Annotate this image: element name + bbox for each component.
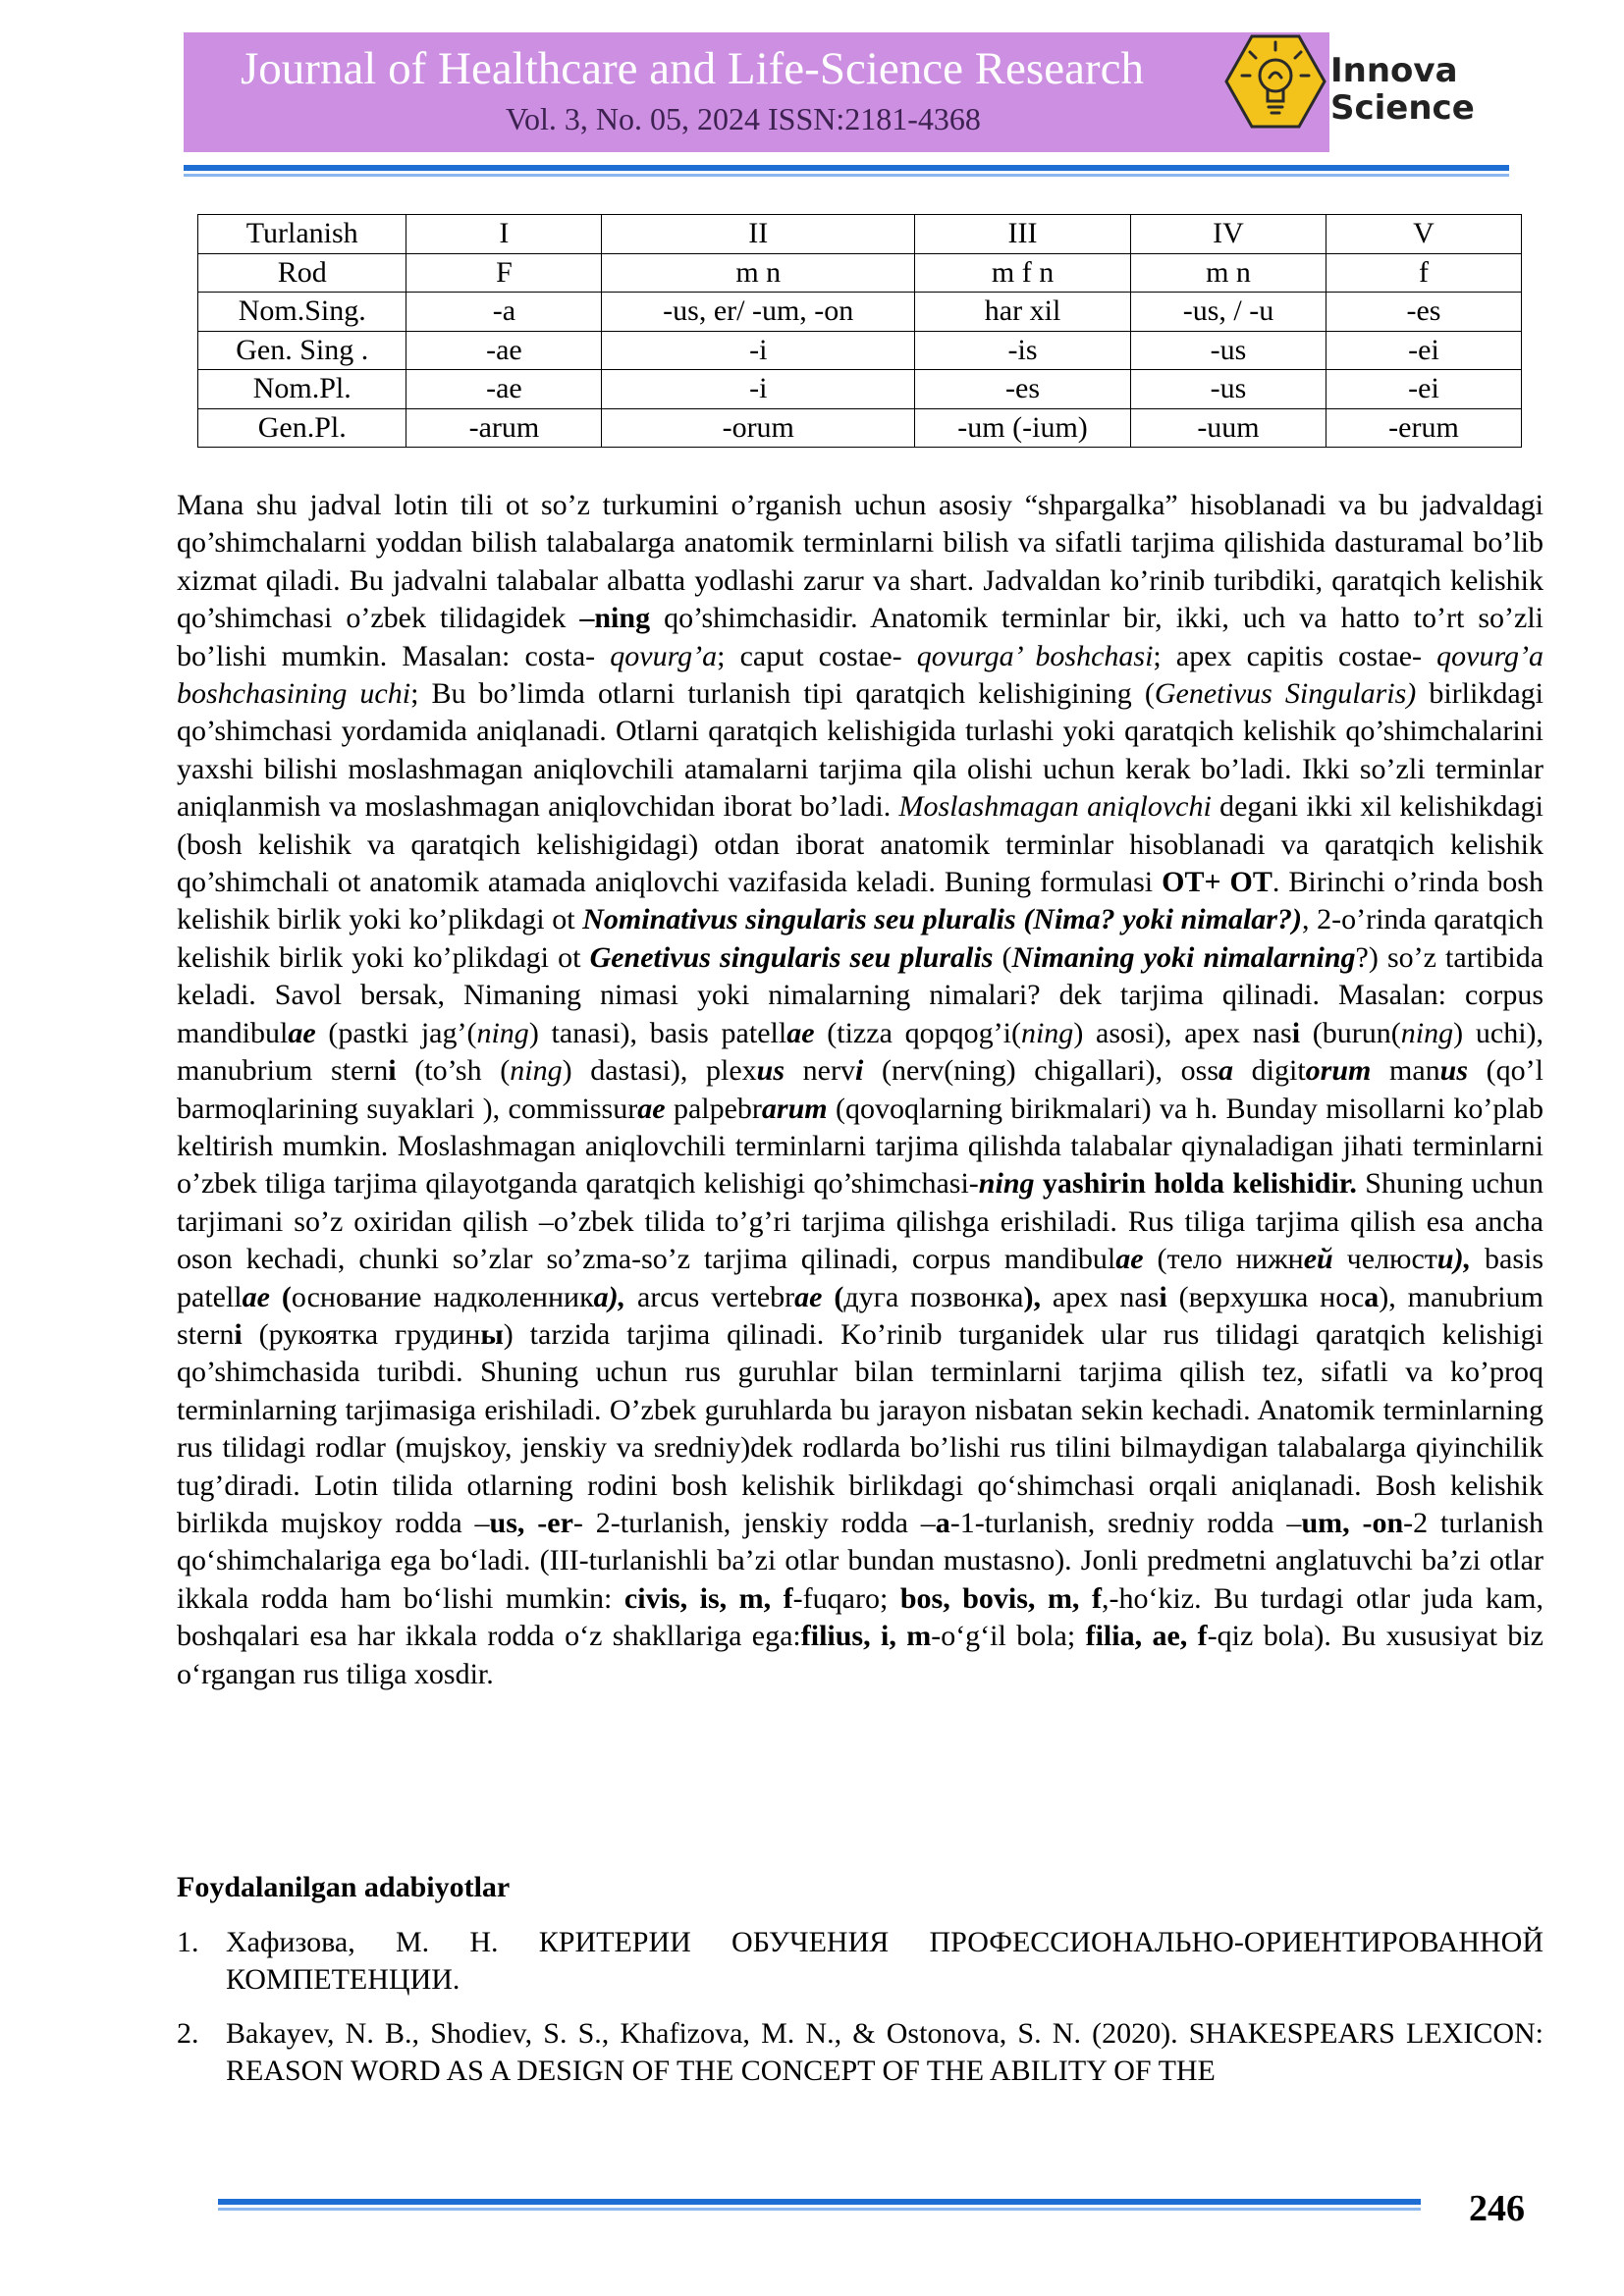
text-run: (верхушка нос [1166,1280,1365,1313]
text-run: (qovoqlarning birikmalari) va h. Bunday misollarni ko’plab keltirish mumkin. Moslashmagan aniqlovchili terminlarni tarjima qilishda talabalar qiynaladigan jihati terminlarni o’zbek tiliga tarjima qilayotganda qaratqich kelishigi qo’shimchasi- [177,1092,1543,1201]
text-run: . Birinchi o’rinda bosh kelishik birlik yoki ko’plikdagi ot [177,866,1543,936]
header-divider [184,165,1509,181]
text-run: -o‘g‘il bola; [931,1620,1086,1653]
text-run-bold-italic: Nominativus singularis seu pluralis (Nima? yoki nimalar?) [582,903,1302,936]
reference-item [177,1924,1543,2000]
text-run-bold-italic: arum [761,1092,828,1125]
table-row [198,370,1522,409]
text-run: (tizza qopqog’i( [814,1016,1021,1049]
table-cell: m n [1131,253,1326,293]
text-run: nerv [785,1054,855,1088]
text-run: ; caput costae- [717,639,917,672]
text-run-bold: i [234,1317,243,1351]
table-cell: -orum [602,408,915,448]
text-run: ) tarzida tarjima qilinadi. Ko’rinib turganidek ular rus tilidagi qaratqich kelishigi qo’shimchasida turibdi. Shuning uchun rus guruhlar bilan terminlarni tarjima qilish tez, sifatli va ko’proq terminlarning tarjimasiga erishiladi. O’zbek guruhlarda bu jarayon nisbatan sekin kechadi. Anatomik terminlarning rus tilidagi rodlar (mujskoy, jenskiy va sredniy)dek rodlarda bo’lishi rus tilini bilmaydigan talabalarga qiyinchilik tug’diradi. Lotin tilida otlarning rodini bosh kelishik birlikdagi qo‘shimchasi orqali aniqlanadi. Bosh kelishik birlikda mujskoy rodda – [177,1317,1543,1539]
text-run: дуга позвонка [843,1280,1024,1313]
text-run-bold-italic: ae [637,1092,666,1125]
table-cell: har xil [915,293,1131,332]
journal-title: Journal of Healthcare and Life-Science Research [241,43,1144,94]
text-run-italic: qovurg’a boshchasining uchi [177,639,1543,711]
body-paragraph [177,487,1543,1693]
text-run-bold: yashirin holda kelishidir. [1034,1167,1357,1201]
text-run-bold: a [935,1506,950,1539]
table-cell: I [406,215,602,254]
page-number: 246 [1469,2188,1525,2229]
text-run-italic: Genetivus Singularis) [1154,677,1417,711]
table-cell: -ae [406,370,602,409]
innova-science-logo [1222,32,1517,148]
table-cell: II [602,215,915,254]
table-cell: f [1326,253,1521,293]
text-run: ) dastasi), plex [562,1054,757,1088]
text-run: apex nas [1041,1280,1160,1313]
table-cell: Nom.Sing. [198,293,406,332]
table-cell: Gen. Sing . [198,331,406,370]
text-run: , 2-o’rinda qaratqich kelishik birlik yoki ko’plikdagi ot [177,903,1543,974]
table-cell: Rod [198,253,406,293]
text-run: (pastki jag’( [315,1016,477,1049]
text-run-bold: i [1291,1016,1301,1049]
text-run: (to’sh ( [396,1054,511,1088]
text-run-bold-italic: Genetivus singularis seu pluralis [589,940,994,974]
text-run: (nerv(ning) chigallari), oss [863,1054,1218,1088]
text-run-bold: ), [1023,1280,1041,1313]
table-cell: -um (-ium) [915,408,1131,448]
text-run: ?) so’z tartibida keladi. Savol bersak, Nimaning nimasi yoki nimalarning nimalari? dek tarjima qilinadi. Masalan: corpus mandibul [177,940,1544,1049]
text-run-bold-italic: ning [978,1167,1035,1201]
text-run-italic: qovurg’a [610,639,718,672]
text-run: (рукоятка грудин [242,1317,481,1351]
reference-text: Bakayev, N. B., Shodiev, S. S., Khafizova, M. N., & Ostonova, S. N. (2020). SHAKESPEARS LEXICON: REASON WORD AS A DESIGN OF THE CONCEPT OF THE ABILITY OF THE [226,2016,1543,2088]
reference-number: 2. [177,2016,199,2050]
text-run: -qiz bola). Bu xususiyat biz o‘rgangan rus tiliga xosdir. [177,1620,1543,1690]
text-run: (тело нижн [1143,1243,1304,1276]
text-run: (qo’l barmoqlarining suyaklari ), commissur [177,1054,1543,1125]
text-run: palpebr [665,1092,762,1125]
table-row [198,253,1522,293]
text-run: ), manubrium stern [177,1280,1543,1351]
text-run: -2 turlanish qo‘shimchalariga ega bo‘ladi. (III-turlanishli ba’zi otlar bundan mustasno). Jonli predmetni anglatuvchi ba’zi otlar ikkala rodda ham bo‘lishi mumkin: [177,1506,1543,1615]
footer-divider [218,2199,1421,2215]
text-run-bold: filius, i, m [800,1620,932,1653]
text-run-bold-italic: ae [242,1280,270,1313]
text-run: основание надколенник [291,1280,594,1313]
references-list [177,1924,1543,2107]
text-run-bold: OT+ OT [1162,866,1272,899]
table-cell: F [406,253,602,293]
text-run-bold: i [388,1054,397,1088]
text-run: челюст [1332,1243,1437,1276]
text-run: qo’shimchasidir. Anatomik terminlar bir, ikki, uch va hatto to’rt so’zli bo’lishi mumkin. Masalan: costa- [177,602,1543,672]
table-cell: m n [602,253,915,293]
table-cell: -erum [1326,408,1521,448]
table-cell: III [915,215,1131,254]
references-heading: Foydalanilgan adabiyotlar [177,1871,511,1903]
text-run: ) uchi), manubrium stern [177,1016,1544,1088]
logo-wordmark [1330,52,1517,127]
table-cell: -us, / -u [1131,293,1326,332]
text-run-bold: ы [480,1317,504,1351]
text-run-italic: ning [510,1054,563,1088]
text-run-bold-italic: ae [786,1016,815,1049]
text-run-bold-italic: ей [1303,1243,1333,1276]
text-run-bold: –ning [579,602,651,635]
text-run-italic: qovurga’ boshchasi [916,639,1154,672]
text-run-italic: ning [476,1016,529,1049]
table-row [198,215,1522,254]
table-cell: -es [915,370,1131,409]
text-run: ; apex capitis costae- [1153,639,1437,672]
logo-line-2: Science [1330,88,1475,128]
text-run-bold-italic: us [756,1054,785,1088]
table-cell: -us, er/ -um, -on [602,293,915,332]
text-run-bold: bos, bovis, m, f [899,1581,1102,1615]
text-run-bold-italic: us [1439,1054,1469,1088]
text-run: basis patell [177,1243,1544,1313]
text-run-bold: ( [822,1280,844,1313]
table-cell: -a [406,293,602,332]
logo-line-1: Innova [1330,51,1458,90]
text-run-bold-italic: ae [288,1016,316,1049]
text-run-bold-italic: и), [1436,1243,1472,1276]
table-row [198,293,1522,332]
text-run: digit [1233,1054,1306,1088]
text-run: Mana shu jadval lotin tili ot so’z turkumini o’rganish uchun asosiy “shpargalka” hisoblanadi va bu jadvaldagi qo’shimchalarni yoddan bilish talabalarga anatomik terminlarni bilish va sifatli tarjima qilishida dasturamal bo’lib xizmat qiladi. Bu jadvalni talabalar albatta yodlashi zarur va shart. Jadvaldan ko’rinib turibdiki, qaratqich kelishik qo’shimchasi o’zbek tilidagidek [177,489,1543,635]
text-run: -fuqaro; [792,1581,900,1615]
text-run: degani ikki xil kelishikdagi (bosh kelishik va qaratqich kelishigidagi) otdan iborat anatomik terminlar hisoblanadi va qaratqich kelishik qo’shimchali ot anatomik atamada aniqlovchi vazifasida keladi. Buning formulasi [177,790,1543,899]
text-run: (burun( [1300,1016,1401,1049]
text-run-bold: а [1364,1280,1380,1313]
text-run-italic: ning [1400,1016,1454,1049]
text-run: ,-ho‘kiz. Bu turdagi otlar juda kam, boshqalari esa har ikkala rodda o‘z shakllariga ega: [177,1581,1543,1653]
text-run-bold: i [1159,1280,1167,1313]
text-run-bold-italic: а), [593,1280,626,1313]
text-run: ) asosi), apex nas [1073,1016,1292,1049]
text-run: -1-turlanish, sredniy rodda – [949,1506,1302,1539]
text-run: man [1371,1054,1440,1088]
table-cell: IV [1131,215,1326,254]
text-run-bold-italic: Nimaning yoki nimalarning [1011,940,1356,974]
text-run-bold: um, -on [1301,1506,1404,1539]
table-cell: V [1326,215,1521,254]
text-run: Shuning uchun tarjimani so’z oxiridan qilish –o’zbek tilida to’g’ri tarjima qilishga erishiladi. Rus tiliga tarjima qilish esa ancha oson kechadi, chunki so’zlar so’zma-so’z tarjima qilinadi, corpus mandibul [177,1167,1543,1276]
reference-item [177,2015,1543,2091]
reference-text: Хафизова, М. Н. КРИТЕРИИ ОБУЧЕНИЯ ПРОФЕССИОНАЛЬНО-ОРИЕНТИРОВАННОЙ КОМПЕТЕНЦИИ. [226,1926,1543,1997]
text-run-bold-italic: ae [1115,1243,1144,1276]
reference-number: 1. [177,1926,199,1958]
text-run: - 2-turlanish, jenskiy rodda – [572,1506,936,1539]
table-cell: Nom.Pl. [198,370,406,409]
table-cell: -uum [1131,408,1326,448]
table-cell: -ei [1326,331,1521,370]
table-row [198,408,1522,448]
lightbulb-icon [1222,32,1328,148]
table-cell: -i [602,331,915,370]
table-cell: m f n [915,253,1131,293]
text-run-bold-italic: i [854,1054,864,1088]
text-run: arcus vertebr [625,1280,795,1313]
text-run-bold-italic: ae [794,1280,823,1313]
text-run: birlikdagi qo’shimchasi yordamida aniqlanadi. Otlarni qaratqich kelishigida turlashi yoki qaratqich kelishik qo’shimchalarini yaxshi bilishi moslashmagan aniqlovchili atamalarni tarjima qila olishi uchun kerak bo’ladi. Ikki so’zli terminlar aniqlanmish va moslashmagan aniqlovchidan iborat bo’ladi. [177,677,1543,824]
table-cell: -arum [406,408,602,448]
table-cell: -ei [1326,370,1521,409]
text-run-bold-italic: orum [1305,1054,1372,1088]
text-run-bold: ( [269,1280,292,1313]
table-cell: Turlanish [198,215,406,254]
text-run: ( [993,940,1012,974]
table-cell: -us [1131,331,1326,370]
table-cell: -i [602,370,915,409]
journal-header-banner [184,32,1329,152]
table-cell: -ae [406,331,602,370]
text-run-italic: ning [1020,1016,1074,1049]
text-run: ; Bu bo’limda otlarni turlanish tipi qaratqich kelishigining ( [410,677,1155,711]
text-run-bold: us, -er [489,1506,573,1539]
table-row [198,331,1522,370]
text-run-bold-italic: a [1218,1054,1233,1088]
text-run-bold: civis, is, m, f [623,1581,793,1615]
table-cell: -es [1326,293,1521,332]
text-run: ) tanasi), basis patell [528,1016,787,1049]
declension-table [197,214,1522,448]
journal-volume-issn: Vol. 3, No. 05, 2024 ISSN:2181-4368 [506,101,981,136]
table-cell: -us [1131,370,1326,409]
table-cell: Gen.Pl. [198,408,406,448]
text-run-bold: filia, ae, f [1085,1620,1208,1653]
table-cell: -is [915,331,1131,370]
text-run-italic: Moslashmagan aniqlovchi [898,790,1212,824]
